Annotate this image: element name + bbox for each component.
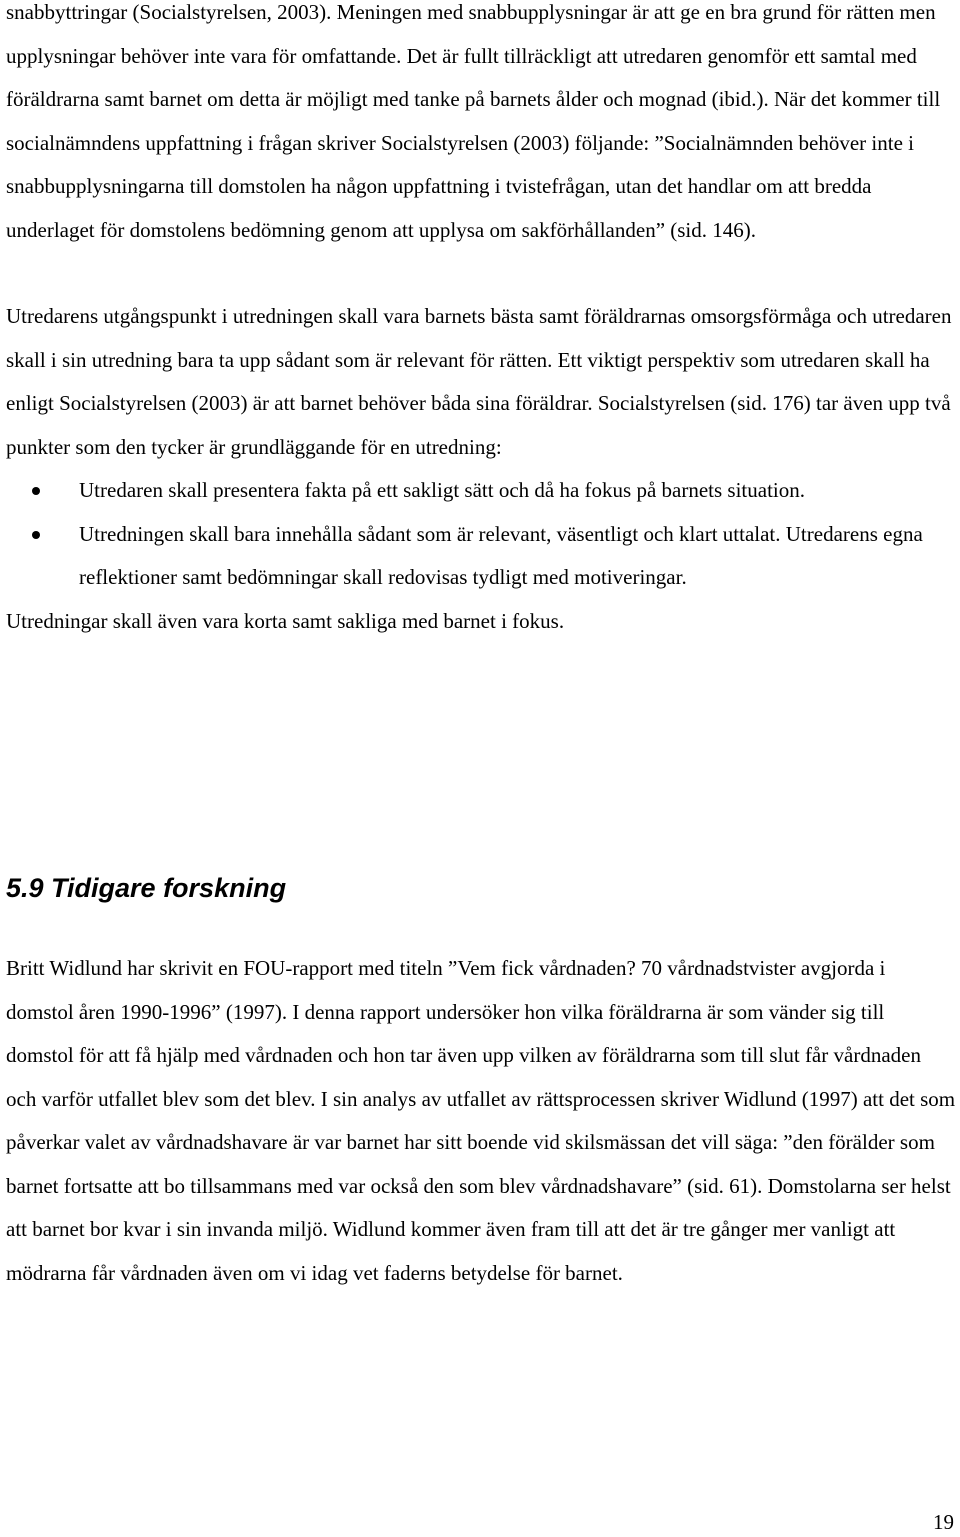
bullet-text: Utredningen skall bara innehålla sådant som är relevant, väsentligt och klart uttalat. Utredarens egna reflektioner samt bedömningar skall redovisas tydligt med motiveringar. [79, 521, 923, 589]
bullet-item [6, 513, 956, 600]
bullet-icon [32, 531, 40, 539]
paragraph-korta-utredningar: Utredningar skall även vara korta samt sakliga med barnet i fokus. [6, 608, 565, 633]
page-number: 19 [933, 1510, 954, 1534]
section-heading: 5.9 Tidigare forskning [6, 873, 287, 903]
paragraph-widlund: Britt Widlund har skrivit en FOU-rapport med titeln ”Vem fick vårdnaden? 70 vårdnadstvister avgjorda i domstol åren 1990-1996” (1997). I denna rapport undersöker hon vilka föräldrarna är som vänder sig till domstol för att få hjälp med vårdnaden och hon tar även upp vilken av föräldrarna som till slut får vårdnaden och varför utfallet blev som det blev. I sin analys av utfallet av rättsprocessen skriver Widlund (1997) att det som påverkar valet av vårdnadshavare är var barnet har sitt boende vid skilsmässan det vill säga: ”den förälder som barnet fortsatte att bo tillsammans med var också den som blev vårdnadshavare” (sid. 61). Domstolarna ser helst att barnet bor kvar i sin invanda miljö. Widlund kommer även fram till att det är tre gånger mer vanligt att mödrarna får vårdnaden även om vi idag vet faderns betydelse för barnet. [6, 956, 956, 1285]
paragraph-snabbupplysningar: snabbyttringar (Socialstyrelsen, 2003). Meningen med snabbupplysningar är att ge en bra grund för rätten men upplysningar behöver inte vara för omfattande. Det är fullt tillräckligt att utredaren genomför ett samtal med föräldrarna samt barnet om detta är möjligt med tanke på barnets ålder och mognad (ibid.). När det kommer till socialnämndens uppfattning i frågan skriver Socialstyrelsen (2003) följande: ”Socialnämnden behöver inte i snabbupplysningarna till domstolen ha någon uppfattning i tvistefrågan, utan det handlar om att bredda underlaget för domstolens bedömning genom att upplysa om sakförhållanden” (sid. 146). [6, 0, 941, 242]
bullet-item [6, 469, 956, 513]
bullet-text: Utredaren skall presentera fakta på ett sakligt sätt och då ha fokus på barnets situation. [79, 478, 805, 502]
bullet-icon [32, 487, 40, 495]
bullet-list [6, 469, 956, 600]
page-body [6, 0, 956, 643]
paragraph-utgangspunkt: Utredarens utgångspunkt i utredningen skall vara barnets bästa samt föräldrarnas omsorgsförmåga och utredaren skall i sin utredning bara ta upp sådant som är relevant för rätten. Ett viktigt perspektiv som utredaren skall ha enligt Socialstyrelsen (2003) är att barnet behöver båda sina föräldrar. Socialstyrelsen (sid. 176) tar även upp två punkter som den tycker är grundläggande för en utredning: [6, 304, 952, 459]
